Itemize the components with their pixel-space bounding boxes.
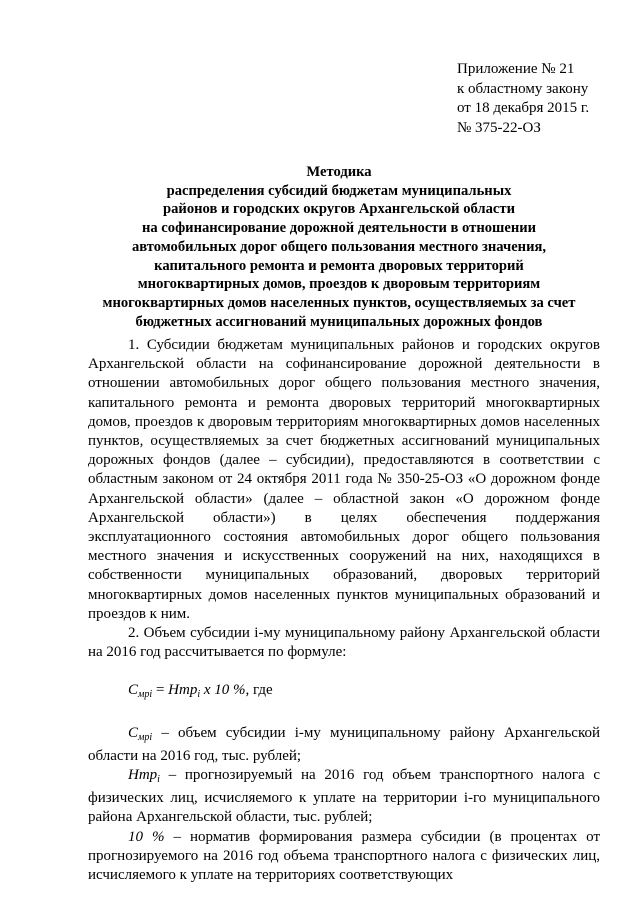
- formula-rest: х 10 %: [200, 682, 246, 699]
- title-line: районов и городских округов Архангельской области: [163, 201, 515, 218]
- title-line: Методика: [306, 164, 372, 180]
- appendix-line: № 375-22-ОЗ: [457, 119, 541, 136]
- title-line: распределения субсидий бюджетам муниципальных: [166, 182, 512, 199]
- document-body: [88, 336, 600, 885]
- formula-tail: , где: [245, 682, 273, 699]
- appendix-header: [457, 60, 589, 138]
- definition-c: [88, 724, 600, 766]
- appendix-line: к областному закону: [457, 80, 589, 97]
- title-line: автомобильных дорог общего пользования местного значения,: [131, 238, 547, 255]
- def-rate-term: 10 %: [128, 828, 165, 845]
- definition-rate: [88, 828, 600, 886]
- title-line: многоквартирных домов, проездов к дворовым территориям: [137, 276, 541, 293]
- formula-c: С: [128, 682, 139, 699]
- def-n-text: – прогнозируемый на 2016 год объем транспортного налога с физических лиц, исчисляемого к уплате на территории i-го муниципального района Архангельской области, тыс. рублей;: [88, 767, 600, 826]
- def-c-subscript: мрi: [138, 731, 153, 743]
- definition-n: [88, 766, 600, 828]
- document-title: [80, 163, 598, 331]
- title-line: бюджетных ассигнований муниципальных дорожных фондов: [135, 313, 543, 330]
- def-n-subscript: i: [157, 774, 160, 786]
- def-c-text: – объем субсидии i-му муниципальному району Архангельской области на 2016 год, тыс. рублей;: [88, 724, 600, 764]
- formula-equals: =: [152, 682, 169, 699]
- paragraph-1: 1. Субсидии бюджетам муниципальных районов и городских округов Архангельской области на софинансирование дорожной деятельности в отношении автомобильных дорог общего пользования местного значения, капитального ремонта и ремонта дворовых территорий многоквартирных домов, проездов к дворовым территориям многоквартирных домов населенных пунктов, осуществляемых за счет бюджетных ассигнований муниципальных дорожных фондов (далее – субсидии), предоставляются в соответствии с областным законом от 24 октября 2011 года № 350-25-ОЗ «О дорожном фонде Архангельской области» (далее – областной закон «О дорожном фонде Архангельской области») в целях обеспечения поддержания эксплуатационного состояния автомобильных дорог общего пользования местного значения и искусственных сооружений на них, находящихся в собственности муниципальных образований, дворовых территорий многоквартирных домов населенных пунктов муниципальных образований и проездов к ним.: [88, 337, 600, 622]
- def-rate-text: – норматив формирования размера субсидии (в процентах от прогнозируемого на 2016 год объема транспортного налога с физических лиц, исчисляемого к уплате на территориях соответствующих: [88, 828, 600, 884]
- appendix-line: от 18 декабря 2015 г.: [457, 100, 590, 116]
- def-c-term: С: [128, 724, 139, 741]
- formula-c-subscript: мрi: [138, 689, 153, 701]
- title-line: на софинансирование дорожной деятельности в отношении: [141, 220, 537, 237]
- paragraph-2: 2. Объем субсидии i-му муниципальному району Архангельской области на 2016 год рассчитывается по формуле:: [88, 625, 600, 661]
- formula-n: Нтр: [168, 682, 198, 699]
- formula-n-subscript: i: [197, 689, 201, 701]
- title-line: капитального ремонта и ремонта дворовых территорий: [154, 257, 524, 274]
- title-line: многоквартирных домов населенных пунктов, осуществляемых за счет: [102, 294, 576, 311]
- appendix-line: Приложение № 21: [457, 61, 575, 77]
- def-n-term: Нтр: [128, 767, 158, 784]
- formula: [88, 681, 600, 704]
